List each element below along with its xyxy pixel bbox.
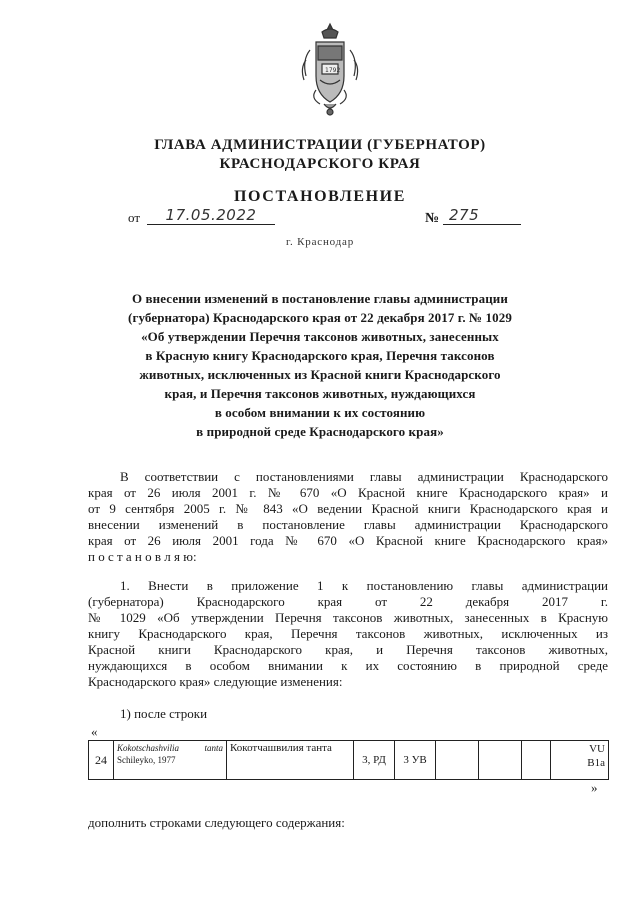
paragraph-line: (губернатора) Краснодарского края от 22 декабря 2017 г. xyxy=(88,594,608,609)
authority-heading-line1: ГЛАВА АДМИНИСТРАЦИИ (ГУБЕРНАТОР) xyxy=(154,137,486,153)
quote-close: » xyxy=(591,780,598,795)
paragraph-line: В соответствии с постановлениями главы администрации Краснодарского xyxy=(120,469,608,484)
category-cell: 3, РД xyxy=(354,741,395,780)
paragraph-line: края от 26 июля 2001 г. № 670 «О Красной книге Краснодарского края» и xyxy=(88,485,608,500)
title-line: края, и Перечня таксонов животных, нуждающихся xyxy=(164,386,476,401)
title-line: в природной среде Краснодарского края» xyxy=(196,424,444,439)
title-line: в особом внимании к их состоянию xyxy=(214,405,426,420)
footer-text: дополнить строками следующего содержания: xyxy=(88,815,345,830)
paragraph-line: п о с т а н о в л я ю: xyxy=(88,549,197,564)
paragraph-line: Красной книги Краснодарского края, и Перечня таксонов животных, xyxy=(88,642,608,657)
svg-text:1792: 1792 xyxy=(325,67,341,74)
paragraph-line: внесении изменений в постановление главы администрации Краснодарского xyxy=(88,517,608,532)
title-line: (губернатора) Краснодарского края от 22 декабря 2017 г. № 1029 xyxy=(128,310,512,325)
coat-of-arms-emblem xyxy=(298,20,362,120)
paragraph-line: книгу Краснодарского края, Перечня таксонов животных, исключенных из xyxy=(88,626,608,641)
paragraph-line: от 9 сентября 2005 г. № 843 «О ведении Красной книги Краснодарского края и xyxy=(88,501,608,516)
taxon-table xyxy=(88,740,609,780)
clause-1-paragraph xyxy=(88,578,608,690)
latin-name-cell xyxy=(114,741,227,780)
authority-heading-line2: КРАСНОДАРСКОГО КРАЯ xyxy=(219,156,421,172)
paragraph-line: нуждающихся в особом внимании к их состоянию в природной среде xyxy=(88,658,608,673)
paragraph-line: № 1029 «Об утверждении Перечня таксонов животных, занесенных в Красную xyxy=(88,610,608,625)
latin-author: Schileyko, 1977 xyxy=(117,755,176,765)
paragraph-line: края от 26 июля 2001 года № 670 «О Красной книге Краснодарского края» xyxy=(88,533,608,548)
empty-cell xyxy=(479,741,522,780)
paragraph-line: 1. Внести в приложение 1 к постановлению главы администрации xyxy=(120,578,608,593)
paragraph-line: Краснодарского края» следующие изменения: xyxy=(88,674,343,689)
authority-heading xyxy=(0,136,640,174)
latin-name-cont: tanta xyxy=(204,743,223,753)
city: г. Краснодар xyxy=(285,236,355,248)
status-cell: 3 УВ xyxy=(395,741,436,780)
table-row xyxy=(89,741,609,780)
title-line: животных, исключенных из Красной книги Краснодарского xyxy=(139,367,501,382)
number-label: № xyxy=(425,211,440,226)
iucn-cell xyxy=(551,741,609,780)
document-title xyxy=(100,289,540,441)
iucn-line2: B1a xyxy=(587,757,605,769)
russian-name: Кокотчашвилия танта xyxy=(227,741,354,780)
quote-open: « xyxy=(91,724,98,739)
title-line: в Красную книгу Краснодарского края, Перечня таксонов xyxy=(145,348,495,363)
row-number: 24 xyxy=(89,741,114,780)
subpoint-1: 1) после строки xyxy=(120,706,208,721)
latin-name: Kokotschashvilia xyxy=(117,743,179,753)
title-line: «Об утверждении Перечня таксонов животных, занесенных xyxy=(141,329,499,344)
title-line: О внесении изменений в постановление главы администрации xyxy=(132,291,508,306)
date-label: от xyxy=(128,210,141,225)
empty-cell xyxy=(436,741,479,780)
date-value: 17.05.2022 xyxy=(147,206,275,225)
document-type: ПОСТАНОВЛЕНИЕ xyxy=(234,188,406,205)
iucn-line1: VU xyxy=(589,743,605,755)
empty-cell xyxy=(522,741,551,780)
number-value: 275 xyxy=(443,206,521,225)
preamble-paragraph xyxy=(88,469,608,565)
